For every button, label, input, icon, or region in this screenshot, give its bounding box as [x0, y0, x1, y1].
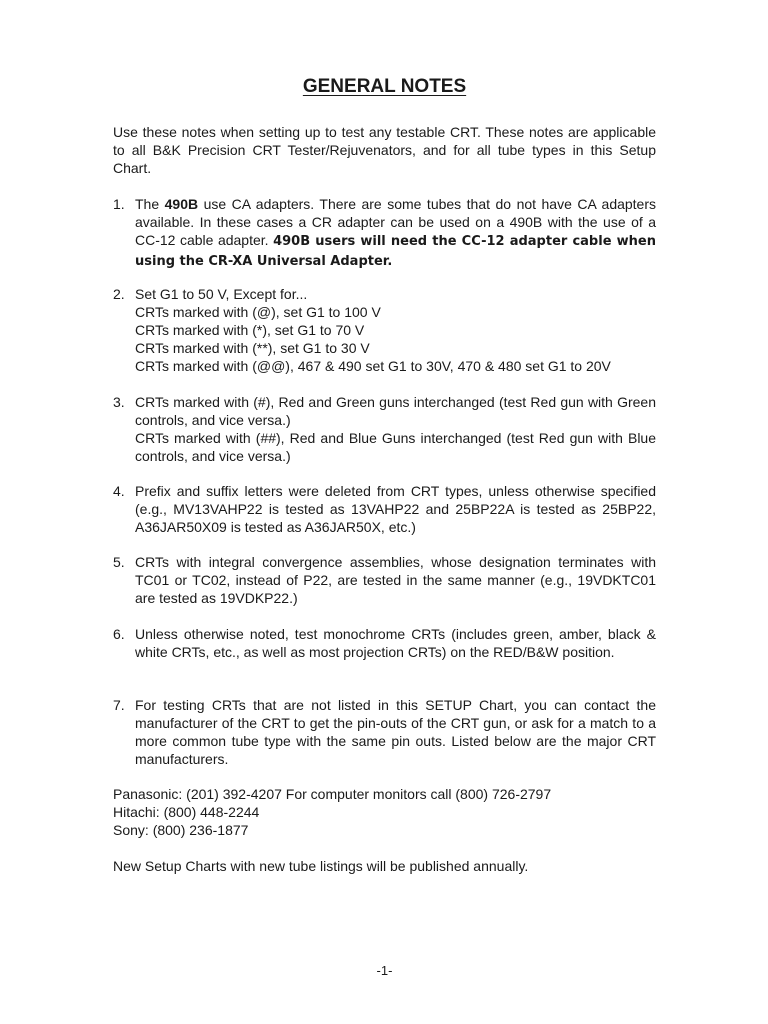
contact-hitachi: Hitachi: (800) 448-2244 — [113, 804, 260, 820]
note-number: 4. — [113, 483, 125, 499]
note-item-7 — [113, 696, 656, 768]
note-item-3 — [113, 393, 656, 465]
note-line: CRTs marked with (@@), 467 & 490 set G1 to 30V, 470 & 480 set G1 to 20V — [135, 358, 611, 374]
note-item-5 — [113, 553, 656, 607]
note-text: CRTs with integral convergence assemblies, whose designation terminates with TC01 or TC02, instead of P22, are tested in the same manner (e.g., 19VDKTC01 are tested as 19VDKP22.) — [135, 554, 656, 606]
note-line: CRTs marked with (**), set G1 to 30 V — [135, 340, 370, 356]
page-number: -1- — [376, 963, 393, 978]
note-text: CRTs marked with (##), Red and Blue Guns interchanged (test Red gun with Blue controls, and vice versa.) — [135, 430, 656, 464]
model-490b: 490B — [164, 196, 199, 212]
note-number: 6. — [113, 626, 125, 642]
note-line: CRTs marked with (*), set G1 to 70 V — [135, 322, 365, 338]
note-text: Unless otherwise noted, test monochrome CRTs (includes green, amber, black & white CRTs, etc., as well as most projection CRTs) on the RED/B&W position. — [135, 626, 656, 660]
closing-note: New Setup Charts with new tube listings will be published annually. — [113, 858, 529, 874]
note-number: 2. — [113, 286, 125, 302]
note-line: Set G1 to 50 V, Except for... — [135, 286, 308, 302]
note-body: The 490B use CA adapters. There are some tubes that do not have CA adapters available. In these cases a CR adapter can be used on a 490B with the use of a CC-12 cable adapter. 490B users will need the CC-12 adapter cable when using the CR-XA Universal Adapter. — [135, 196, 657, 269]
note-line: CRTs marked with (@), set G1 to 100 V — [135, 304, 381, 320]
note-body — [135, 393, 656, 465]
note-text: Prefix and suffix letters were deleted from CRT types, unless otherwise specified (e.g., MV13VAHP22 is tested as 13VAHP22 and 25BP22A is tested as 25BP22, A36JAR50X09 is tested as A36JAR50X, etc.) — [135, 483, 656, 535]
cc12-requirement: 490B users will need the CC-12 adapter cable when using the CR-XA Universal Adapter. — [135, 234, 656, 269]
note-item-6 — [113, 625, 656, 661]
contact-panasonic: Panasonic: (201) 392-4207 For computer monitors call (800) 726-2797 — [113, 786, 552, 802]
note-number: 3. — [113, 394, 125, 410]
contact-sony: Sony: (800) 236-1877 — [113, 822, 249, 838]
note-number: 7. — [113, 697, 125, 713]
note-number: 5. — [113, 554, 125, 570]
intro-paragraph: Use these notes when setting up to test any testable CRT. These notes are applicable to all B&K Precision CRT Tester/Rejuvenators, and for all tube types in this Setup Chart. — [113, 124, 656, 176]
page-title: GENERAL NOTES — [302, 76, 467, 97]
note-item-4 — [113, 482, 656, 536]
manufacturer-contacts — [113, 785, 551, 839]
note-number: 1. — [113, 196, 125, 212]
note-text: CRTs marked with (#), Red and Green guns interchanged (test Red gun with Green controls, and vice versa.) — [135, 394, 656, 428]
note-item-1 — [113, 195, 656, 271]
note-body — [135, 285, 656, 375]
note-item-2 — [113, 285, 656, 375]
note-text: For testing CRTs that are not listed in this SETUP Chart, you can contact the manufacturer of the CRT to get the pin-outs of the CRT gun, or ask for a match to a more common tube type with the same pin outs. Listed below are the major CRT manufacturers. — [135, 697, 656, 767]
